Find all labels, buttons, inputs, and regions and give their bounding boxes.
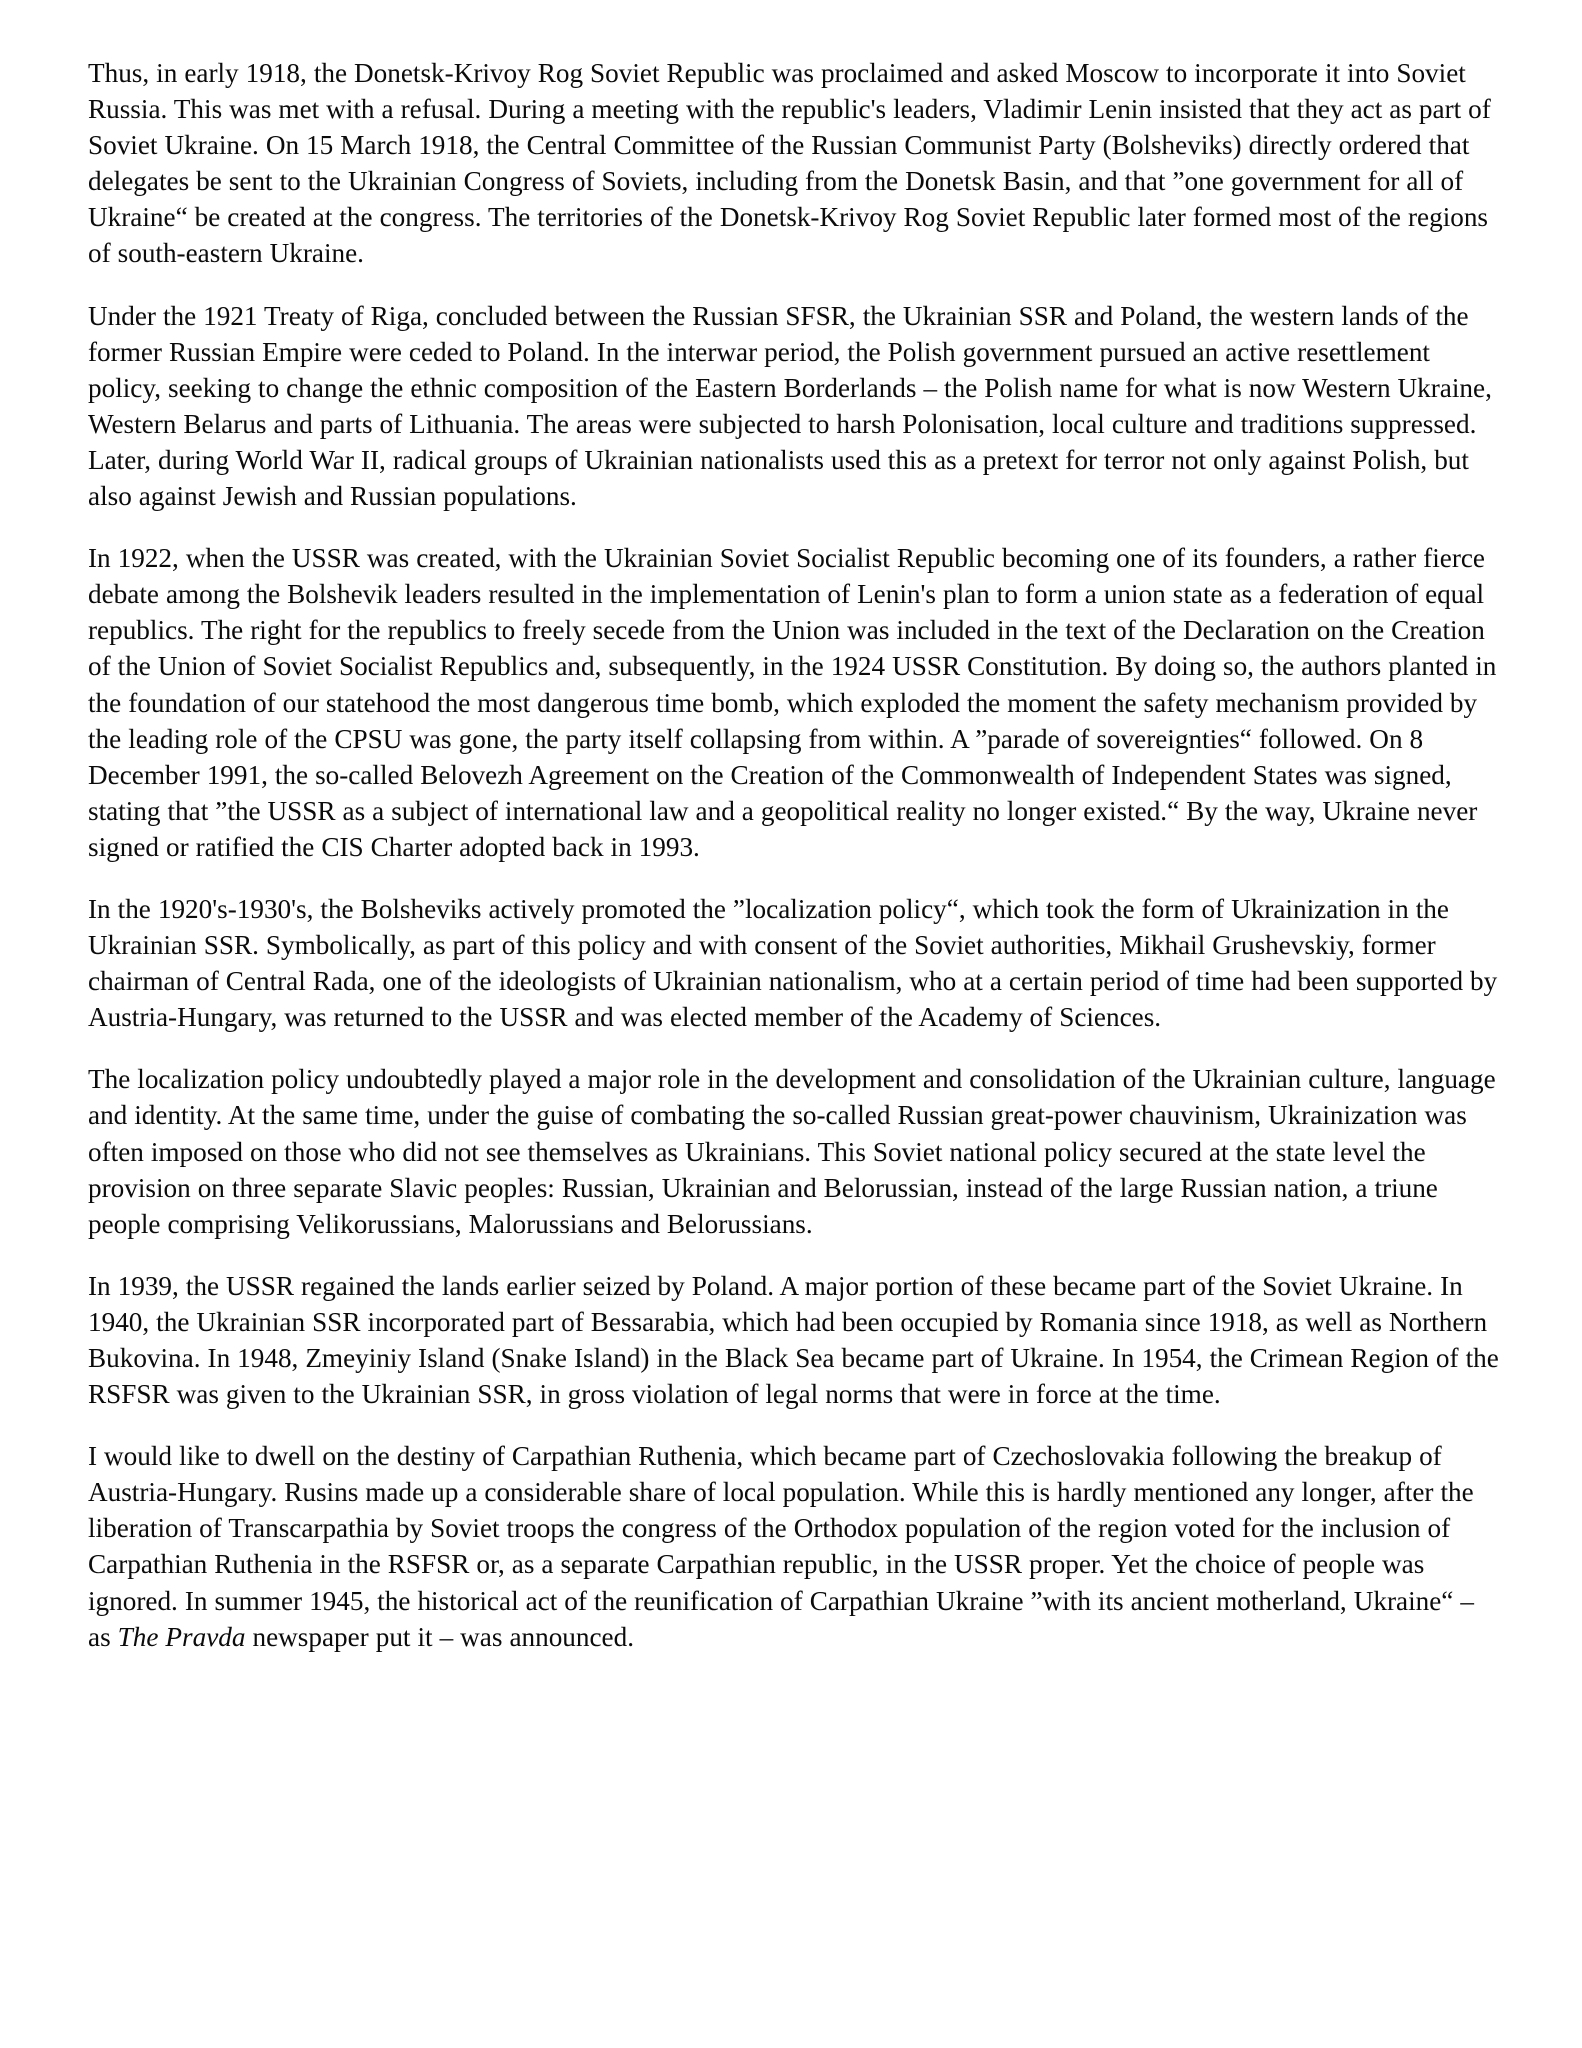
paragraph-5: The localization policy undoubtedly played a major role in the development and consolidation of the Ukrainian culture, language and identity. At the same time, under the guise of combating the so-called Russian great-power chauvinism, Ukrainization was often imposed on those who did not see themselves as Ukrainians. This Soviet national policy secured at the state level the provision on three separate Slavic peoples: Russian, Ukrainian and Belorussian, instead of the large Russian nation, a triune people comprising Velikorussians, Malorussians and Belorussians. (88, 1064, 1496, 1239)
document-text-body (88, 55, 1500, 1655)
paragraph-7-part-3: newspaper put it – was announced. (245, 1621, 635, 1652)
paragraph-6: In 1939, the USSR regained the lands earlier seized by Poland. A major portion of these became part of the Soviet Ukraine. In 1940, the Ukrainian SSR incorporated part of Bessarabia, which had been occupied by Romania since 1918, as well as Northern Bukovina. In 1948, Zmeyiniy Island (Snake Island) in the Black Sea became part of Ukraine. In 1954, the Crimean Region of the RSFSR was given to the Ukrainian SSR, in gross violation of legal norms that were in force at the time. (88, 1270, 1499, 1410)
paragraph-7-part-1: I would like to dwell on the destiny of Carpathian Ruthenia, which became part of Czechoslovakia following the breakup of Austria-Hungary. Rusins made up a considerable share of local population. While this is hardly mentioned any longer, after the liberation of Transcarpathia by Soviet troops the congress of the Orthodox population of the region voted for the inclusion of Carpathian Ruthenia in the RSFSR or, as a separate Carpathian republic, in the USSR proper. Yet the choice of people was ignored. In summer 1945, the historical act of the reunification of Carpathian Ukraine ”with its ancient motherland, Ukraine“ – as (88, 1441, 1474, 1652)
paragraph-1: Thus, in early 1918, the Donetsk-Krivoy Rog Soviet Republic was proclaimed and asked Moscow to incorporate it into Soviet Russia. This was met with a refusal. During a meeting with the republic's leaders, Vladimir Lenin insisted that they act as part of Soviet Ukraine. On 15 March 1918, the Central Committee of the Russian Communist Party (Bolsheviks) directly ordered that delegates be sent to the Ukrainian Congress of Soviets, including from the Donetsk Basin, and that ”one government for all of Ukraine“ be created at the congress. The territories of the Donetsk-Krivoy Rog Soviet Republic later formed most of the regions of south-eastern Ukraine. (88, 58, 1491, 269)
paragraph-3: In 1922, when the USSR was created, with the Ukrainian Soviet Socialist Republic becoming one of its founders, a rather fierce debate among the Bolshevik leaders resulted in the implementation of Lenin's plan to form a union state as a federation of equal republics. The right for the republics to freely secede from the Union was included in the text of the Declaration on the Creation of the Union of Soviet Socialist Republics and, subsequently, in the 1924 USSR Constitution. By doing so, the authors planted in the foundation of our statehood the most dangerous time bomb, which exploded the moment the safety mechanism provided by the leading role of the CPSU was gone, the party itself collapsing from within. A ”parade of sovereignties“ followed. On 8 December 1991, the so-called Belovezh Agreement on the Creation of the Commonwealth of Independent States was signed, stating that ”the USSR as a subject of international law and a geopolitical reality no longer existed.“ By the way, Ukraine never signed or ratified the CIS Charter adopted back in 1993. (88, 543, 1497, 862)
paragraph-2: Under the 1921 Treaty of Riga, concluded between the Russian SFSR, the Ukrainian SSR and Poland, the western lands of the former Russian Empire were ceded to Poland. In the interwar period, the Polish government pursued an active resettlement policy, seeking to change the ethnic composition of the Eastern Borderlands – the Polish name for what is now Western Ukraine, Western Belarus and parts of Lithuania. The areas were subjected to harsh Polonisation, local culture and traditions suppressed. Later, during World War II, radical groups of Ukrainian nationalists used this as a pretext for terror not only against Polish, but also against Jewish and Russian populations. (88, 300, 1492, 512)
newspaper-title-pravda: The Pravda (117, 1621, 246, 1652)
paragraph-7 (88, 1438, 1500, 1655)
paragraph-4: In the 1920's-1930's, the Bolsheviks actively promoted the ”localization policy“, which took the form of Ukrainization in the Ukrainian SSR. Symbolically, as part of this policy and with consent of the Soviet authorities, Mikhail Grushevskiy, former chairman of Central Rada, one of the ideologists of Ukrainian nationalism, who at a certain period of time had been supported by Austria-Hungary, was returned to the USSR and was elected member of the Academy of Sciences. (88, 893, 1498, 1033)
